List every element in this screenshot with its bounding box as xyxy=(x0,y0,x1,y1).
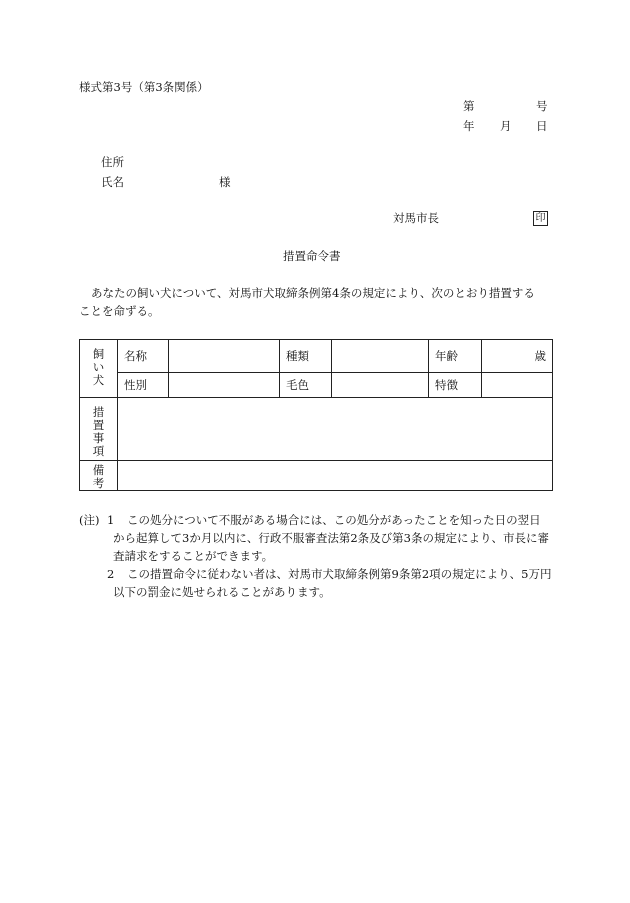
remarks-header: 備考 xyxy=(92,463,105,490)
name-label: 氏名 xyxy=(101,175,124,189)
note-text xyxy=(113,565,559,601)
note-text xyxy=(113,511,559,565)
measures-header: 措置事項 xyxy=(92,405,105,458)
body-line-1: あなたの飼い犬について、対馬市犬取締条例第4条の規定により、次のとおり措置する xyxy=(91,286,535,300)
number-suffix: 号 xyxy=(536,99,548,113)
name-label-cell: 名称 xyxy=(118,340,169,373)
date-day: 日 xyxy=(536,119,548,133)
seal-mark: 印 xyxy=(533,211,548,226)
date-month: 月 xyxy=(500,119,512,133)
note-1-line-2: から起算して3か月以内に、行政不服審査法第2条及び第3条の規定により、市長に審 xyxy=(113,531,549,545)
sex-value-cell xyxy=(169,373,280,398)
dog-header-cell xyxy=(80,340,118,398)
note-2-line-1: この措置命令に従わない者は、対馬市犬取締条例第9条第2項の規定により、5万円 xyxy=(127,567,552,581)
notes-prefix: (注) xyxy=(79,513,100,527)
measures-header-cell xyxy=(80,398,118,461)
coat-label-cell: 毛色 xyxy=(280,373,332,398)
address-label: 住所 xyxy=(101,155,124,169)
coat-value-cell xyxy=(332,373,429,398)
body-line-2: ことを命ずる。 xyxy=(79,304,160,318)
honorific: 様 xyxy=(219,175,231,189)
body-paragraph xyxy=(79,284,555,320)
sex-label-cell: 性別 xyxy=(118,373,169,398)
issuer-title: 対馬市長 xyxy=(393,211,439,225)
note-1-line-1: この処分について不服がある場合には、この処分があったことを知った日の翌日 xyxy=(127,513,541,527)
dog-header: 飼い犬 xyxy=(92,347,105,387)
breed-label-cell: 種類 xyxy=(280,340,332,373)
breed-value-cell xyxy=(332,340,429,373)
remarks-header-cell xyxy=(80,461,118,491)
note-2-line-2: 以下の罰金に処せられることがあります。 xyxy=(113,585,331,599)
date-year: 年 xyxy=(463,119,475,133)
age-unit-cell: 歳 xyxy=(482,340,553,373)
dog-info-table xyxy=(79,339,553,491)
form-label: 様式第3号（第3条関係） xyxy=(79,80,209,94)
note-number: 2 xyxy=(107,567,115,581)
measures-value-cell xyxy=(118,398,553,461)
note-item-2 xyxy=(79,565,559,601)
note-1-line-3: 査請求をすることができます。 xyxy=(113,549,274,563)
document-title: 措置命令書 xyxy=(283,249,341,263)
name-value-cell xyxy=(169,340,280,373)
notes-section xyxy=(79,511,559,601)
number-prefix: 第 xyxy=(463,99,475,113)
note-item-1 xyxy=(79,511,559,565)
age-label-cell: 年齢 xyxy=(429,340,482,373)
features-value-cell xyxy=(482,373,553,398)
features-label-cell: 特徴 xyxy=(429,373,482,398)
note-number: 1 xyxy=(107,513,115,527)
remarks-value-cell xyxy=(118,461,553,491)
